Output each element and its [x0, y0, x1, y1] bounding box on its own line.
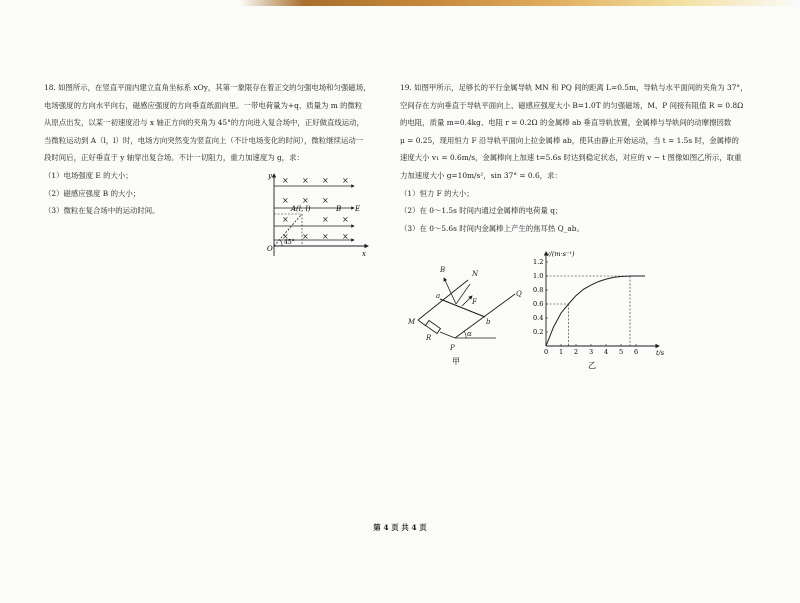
rail-end: [440, 332, 455, 338]
chart-x-tick-label: 1: [559, 348, 564, 356]
label-f: F: [472, 298, 477, 306]
q18-line: 电场强度的方向水平向右，磁感应强度的方向垂直纸面向里。一带电荷量为+q、质量为 m 的微粒: [44, 100, 363, 110]
chart-x-tick-label: 5: [619, 348, 624, 356]
label-alpha: α: [467, 330, 472, 338]
label-b: B: [440, 266, 446, 274]
q19-figure-jia: [400, 258, 530, 368]
q18-line: 从原点出发，以某一初速度沿与 x 轴正方向的夹角为 45°的方向进入复合场中，正好做直线运动，: [44, 118, 364, 128]
chart-caption: 乙: [588, 361, 596, 370]
svg-text:×: ×: [322, 196, 329, 205]
q18-sub-3: （3）微粒在复合场中的运动时间。: [44, 206, 160, 216]
svg-text:×: ×: [322, 215, 329, 224]
q18-line: 当微粒运动到 A（l，l）时，电场方向突然变为竖直向上（不计电场变化的时间），微粒继续运动一: [44, 135, 364, 145]
chart-y-tick-label: 0.8: [533, 286, 544, 295]
x-axis-label: x: [362, 250, 366, 258]
chart-ylabel: v/(m·s⁻¹): [546, 250, 575, 258]
chart-y-tick-label: 1.2: [533, 258, 544, 267]
point-a-label: A(l, l): [291, 205, 311, 213]
label-r: R: [426, 334, 432, 342]
svg-text:×: ×: [342, 215, 349, 224]
rod-ab: [440, 299, 485, 317]
label-q: Q: [516, 290, 522, 298]
q18-line: 段时间后，正好垂直于 y 轴穿出复合场。不计一切阻力，重力加速度为 g，求：: [44, 153, 304, 163]
y-axis-label: y: [268, 172, 272, 180]
label-m: M: [408, 318, 416, 326]
chart-xlabel: t/s: [656, 349, 665, 357]
svg-text:×: ×: [302, 196, 309, 205]
alpha-arc: [464, 331, 466, 338]
q19-sub-3: （3）在 0～5.6s 时间内金属棒上产生的焦耳热 Q_ab。: [400, 223, 584, 233]
page-footer: 第 4 页 共 4 页: [373, 523, 427, 532]
origin-label: O: [267, 245, 273, 253]
angle-label: 45°: [284, 239, 295, 246]
q19-line: 的电阻，质量 m=0.4kg、电阻 r = 0.2Ω 的金属棒 ab 垂直导轨放置，金属棒与导轨间的动摩擦因数: [400, 118, 732, 128]
label-a: a: [436, 292, 441, 300]
q18-line: 18. 如图所示，在竖直平面内建立直角坐标系 xOy，其第一象限存在着正交的匀强电场和匀强磁场，: [44, 83, 371, 92]
svg-text:×: ×: [342, 176, 349, 185]
scan-top-band: [0, 0, 800, 6]
caption-jia: 甲: [452, 357, 460, 366]
q19-line: 空间存在方向垂直于导轨平面向上、磁感应强度大小 B=1.0T 的匀强磁场，M、P 间接有阻值 R = 0.8Ω: [400, 100, 744, 110]
chart-x-tick-label: 3: [589, 348, 594, 356]
svg-text:×: ×: [282, 232, 289, 241]
q19-line: 速度大小 v₁ = 0.6m/s，金属棒向上加速 t=5.6s 时达到稳定状态，对应的 v − t 图像如图乙所示，取重: [400, 153, 742, 163]
q19-figure-yi-chart: [528, 248, 678, 374]
svg-text:×: ×: [302, 176, 309, 185]
svg-text:×: ×: [322, 232, 329, 241]
q19-line: 力加速度大小 g=10m/s²，sin 37° = 0.6，求：: [400, 170, 562, 180]
question-19: [400, 79, 792, 237]
f-arrow: [462, 296, 472, 306]
svg-text:×: ×: [282, 215, 289, 224]
chart-y-tick-label: 1.0: [533, 272, 544, 281]
q19-sub-2: （2）在 0～1.5s 时间内通过金属棒的电荷量 q；: [400, 206, 563, 216]
n-line: [456, 284, 470, 304]
resistor: [426, 321, 441, 334]
q19-sub-1: （1）恒力 F 的大小；: [400, 188, 474, 198]
q18-sub-1: （1）电场强度 E 的大小；: [44, 170, 133, 180]
chart-x-tick-label: 0: [544, 348, 549, 356]
svg-text:×: ×: [302, 232, 309, 241]
e-field-label: E: [355, 205, 361, 213]
q18-sub-2: （2）磁感应强度 B 的大小；: [44, 188, 141, 198]
rail-end: [418, 320, 426, 326]
q18-figure: [258, 168, 374, 262]
q19-line: 19. 如图甲所示，足够长的平行金属导轨 MN 和 PQ 间的距离 L=0.5m，导轨与水平面间的夹角为 37°，: [400, 83, 748, 92]
label-n: N: [472, 270, 479, 278]
svg-text:×: ×: [342, 232, 349, 241]
svg-text:×: ×: [282, 196, 289, 205]
svg-text:×: ×: [322, 176, 329, 185]
svg-text:×: ×: [282, 176, 289, 185]
chart-x-tick-label: 2: [574, 348, 579, 356]
q19-line: μ = 0.25，现用恒力 F 沿导轨平面向上拉金属棒 ab，使其由静止开始运动，当 t = 1.5s 时，金属棒的: [400, 135, 739, 145]
chart-y-tick-label: 0.6: [533, 300, 544, 309]
b-field-label: B: [336, 205, 342, 213]
chart-x-tick-label: 6: [634, 348, 639, 356]
chart-y-tick-label: 0.4: [533, 314, 544, 323]
label-p: P: [450, 344, 455, 352]
label-rod-b: b: [486, 318, 491, 326]
chart-x-tick-label: 4: [604, 348, 609, 356]
chart-y-tick-label: 0.2: [533, 328, 544, 337]
